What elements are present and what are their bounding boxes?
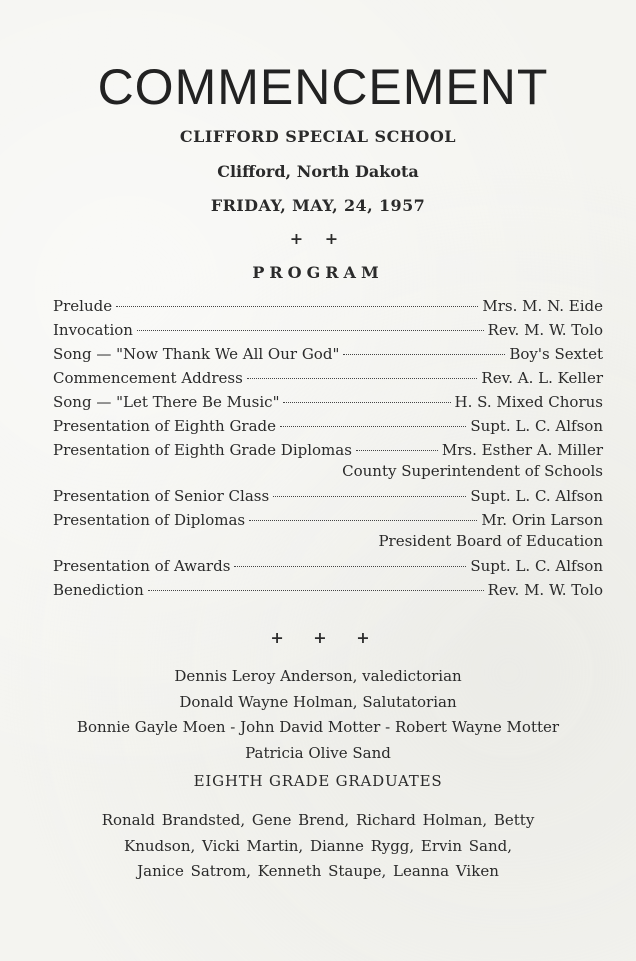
senior-graduate-line: Donald Wayne Holman, Salutatorian: [179, 692, 457, 711]
school-name: CLIFFORD SPECIAL SCHOOL: [179, 127, 457, 146]
separator-middle: + + +: [270, 628, 382, 647]
senior-graduate-line: Bonnie Gayle Moen - John David Motter - Robert Wayne Motter: [76, 718, 560, 736]
program-item-senior-class: [53, 484, 603, 508]
program-item-benediction: [53, 578, 603, 602]
program-item-song-let-there-be-music: [53, 390, 603, 414]
program-heading: PROGRAM: [252, 263, 384, 282]
senior-graduate-line: Patricia Olive Sand: [245, 743, 391, 762]
eighth-grade-graduates: [0, 808, 636, 885]
program-item-performer: Mrs. Esther A. Miller: [441, 441, 603, 459]
dot-leader: [343, 354, 505, 355]
program-item-performer-title: County Superintendent of Schools: [342, 462, 603, 480]
dot-leader: [249, 520, 477, 521]
eighth-grade-heading: EIGHTH GRADE GRADUATES: [193, 772, 443, 790]
separator-top: + +: [289, 229, 347, 248]
program-item-label: Prelude: [53, 297, 113, 315]
dot-leader: [137, 330, 484, 331]
dot-leader: [148, 590, 484, 591]
program-item-performer: Supt. L. C. Alfson: [470, 487, 603, 505]
program-item-label: Song — "Let There Be Music": [53, 393, 280, 411]
program-item-label: Presentation of Senior Class: [53, 487, 270, 505]
program-item-eighth-grade: [53, 414, 603, 438]
dot-leader: [273, 496, 466, 497]
program-list: [53, 294, 603, 602]
program-item-performer: Boy's Sextet: [509, 345, 603, 363]
program-item-prelude: [53, 294, 603, 318]
dot-leader: [234, 566, 466, 567]
program-item-label: Song — "Now Thank We All Our God": [53, 345, 340, 363]
program-item-performer: Supt. L. C. Alfson: [470, 557, 603, 575]
eighth-grade-names-line: Ronald Brandsted, Gene Brend, Richard Holman, Betty: [101, 811, 535, 829]
dot-leader: [283, 402, 450, 403]
program-item-performer-title: President Board of Education: [378, 532, 603, 550]
program-item-label: Invocation: [53, 321, 133, 339]
program-item-performer: Mrs. M. N. Eide: [482, 297, 603, 315]
program-item-label: Presentation of Eighth Grade: [53, 417, 277, 435]
senior-graduates: [0, 664, 636, 766]
dot-leader: [356, 450, 438, 451]
program-item-label: Presentation of Eighth Grade Diplomas: [53, 441, 352, 459]
eighth-grade-names-line: Knudson, Vicki Martin, Dianne Rygg, Ervin Sand,: [123, 836, 513, 855]
program-item-performer: Rev. M. W. Tolo: [487, 321, 603, 339]
program-item-label: Presentation of Diplomas: [53, 511, 246, 529]
dot-leader: [116, 306, 478, 307]
program-item-performer: H. S. Mixed Chorus: [454, 393, 603, 411]
program-item-diplomas: [53, 508, 603, 532]
program-item-performer: Supt. L. C. Alfson: [470, 417, 603, 435]
program-item-performer: Rev. M. W. Tolo: [487, 581, 603, 599]
program-item-label: Commencement Address: [53, 369, 243, 387]
event-date: FRIDAY, MAY, 24, 1957: [210, 196, 426, 215]
program-item-invocation: [53, 318, 603, 342]
page-title: COMMENCEMENT: [97, 59, 549, 115]
program-item-awards: [53, 554, 603, 578]
dot-leader: [280, 426, 466, 427]
program-item-eighth-grade-diplomas: [53, 438, 603, 462]
dot-leader: [247, 378, 478, 379]
eighth-grade-names-line: Janice Satrom, Kenneth Staupe, Leanna Viken: [137, 862, 499, 880]
senior-graduate-line: Dennis Leroy Anderson, valedictorian: [174, 667, 462, 685]
program-item-label: Presentation of Awards: [53, 557, 231, 575]
program-item-commencement-address: [53, 366, 603, 390]
program-item-performer: Mr. Orin Larson: [481, 511, 603, 529]
school-location: Clifford, North Dakota: [217, 162, 419, 181]
program-item-label: Benediction: [53, 581, 144, 599]
program-item-song-now-thank: [53, 342, 603, 366]
program-item-performer: Rev. A. L. Keller: [481, 369, 603, 387]
